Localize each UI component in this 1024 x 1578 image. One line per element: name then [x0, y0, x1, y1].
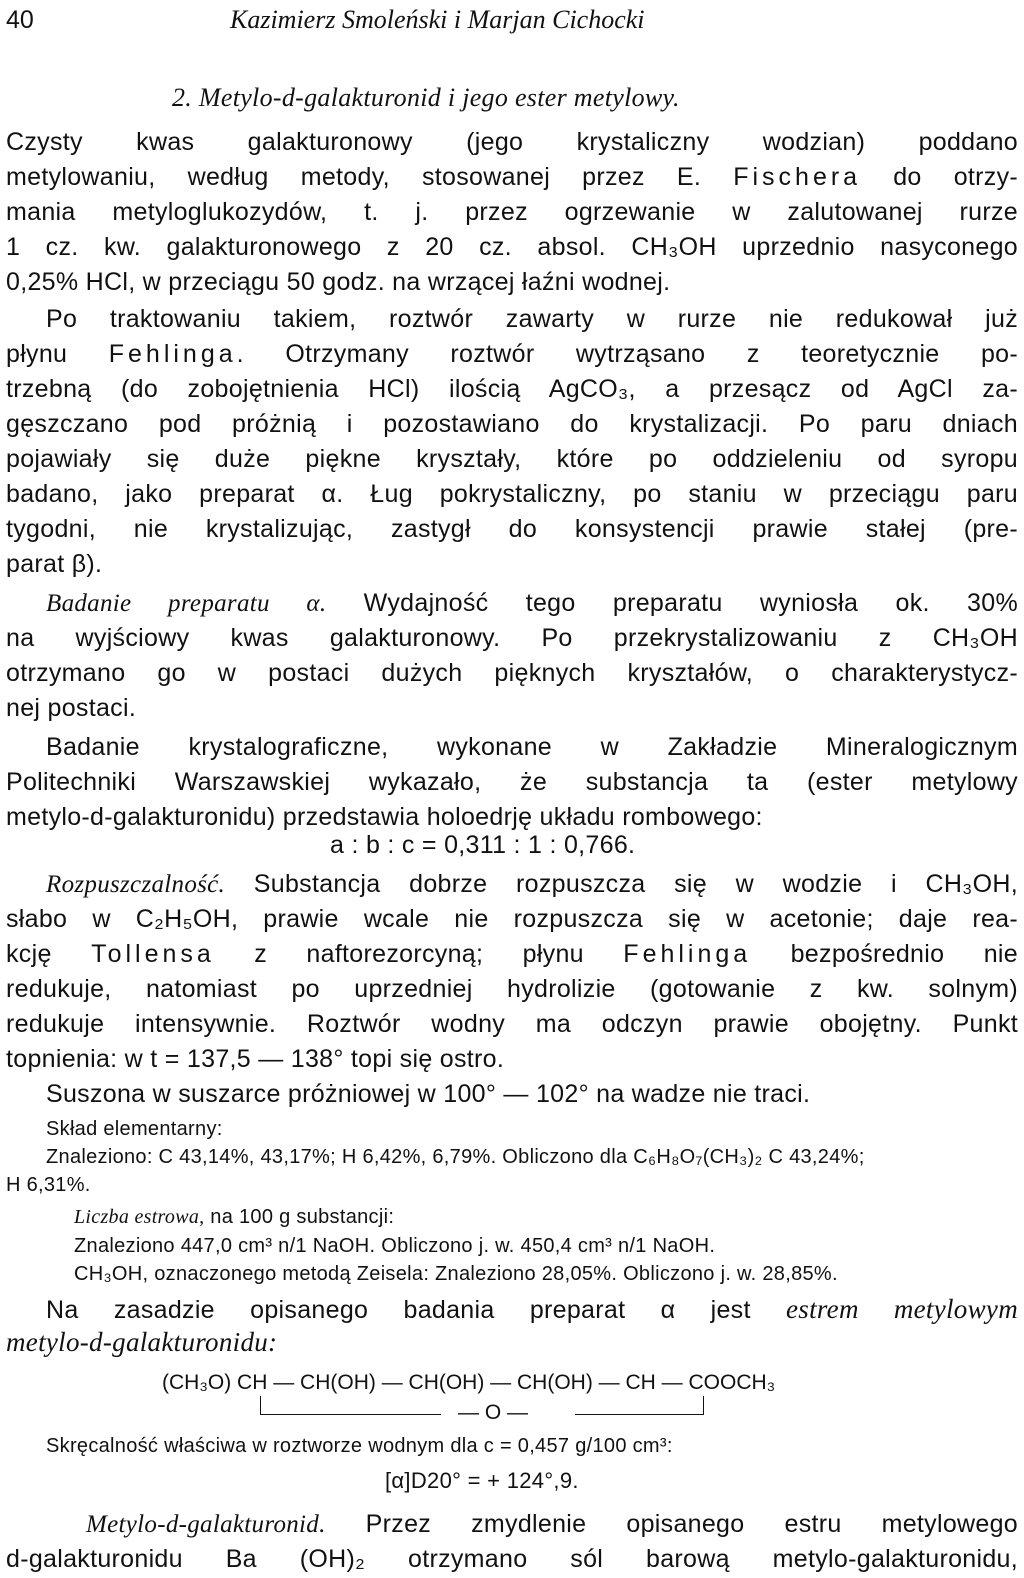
small-line-4: Liczba estrowa, na 100 g substancji: [74, 1206, 395, 1228]
p1-line-1: Czysty kwas galakturonowy (jego krystaliczny wodzian) poddano [6, 128, 1018, 156]
formula-bracket-left [260, 1396, 441, 1415]
p2-line-7: tygodni, nie krystalizując, zastygł do konsystencji prawie stałej (pre- [6, 515, 1018, 543]
p3-line-2: na wyjściowy kwas galakturonowy. Po przekrystalizowaniu z CH₃OH [6, 624, 1018, 652]
p4-line-1: Badanie krystalograficzne, wykonane w Zakładzie Mineralogicznym [46, 733, 1018, 761]
small-line-6: CH₃OH, oznaczonego metodą Zeisela: Znaleziono 28,05%. Obliczono j. w. 28,85%. [74, 1263, 838, 1285]
small-line-3: H 6,31%. [6, 1174, 91, 1196]
p1-line-2: metylowaniu, według metody, stosowanej przez E. Fischera do otrzy- [6, 163, 1018, 191]
p2-line-3: trzebną (do zobojętnienia HCl) ilością AgCO₃, a przesącz od AgCl za- [6, 375, 1018, 403]
p5-line-1: Rozpuszczalność. Substancja dobrze rozpuszcza się w wodzie i CH₃OH, [46, 870, 1018, 898]
p7-line-2: metylo-d-galakturonidu: [6, 1327, 278, 1357]
p3-line-4: nej postaci. [6, 694, 137, 722]
p5-line-5: redukuje intensywnie. Roztwór wodny ma odczyn prawie obojętny. Punkt [6, 1010, 1018, 1038]
p5-line-6: topnienia: w t = 137,5 — 138° topi się ostro. [6, 1045, 505, 1073]
p1-line-3: mania metyloglukozydów, t. j. przez ogrzewanie w zalutowanej rurze [6, 198, 1018, 226]
small-line-2: Znaleziono: C 43,14%, 43,17%; H 6,42%, 6,79%. Obliczono dla C₆H₈O₇(CH₃)₂ C 43,24%; [46, 1146, 865, 1168]
p5-line-2: słabo w C₂H₅OH, prawie wcale nie rozpuszcza się w acetonie; daje rea- [6, 905, 1018, 933]
section-title: 2. Metylo-d-galakturonid i jego ester metylowy. [172, 83, 680, 112]
p3-line-1: Badanie preparatu α. Wydajność tego preparatu wyniosła ok. 30% [46, 589, 1018, 617]
p5-line-4: redukuje, natomiast po uprzedniej hydrolizie (gotowanie z kw. solnym) [6, 975, 1018, 1003]
formula-bridge: — O — [458, 1401, 529, 1424]
rotation-label: Skręcalność właściwa w roztworze wodnym dla c = 0,457 g/100 cm³: [46, 1435, 673, 1457]
p2-line-6: badano, jako preparat α. Ług pokrystaliczny, po staniu w przeciągu paru [6, 480, 1018, 508]
p8-line-2: d-galakturonidu Ba (OH)₂ otrzymano sól barową metylo-galakturonidu, [6, 1545, 1018, 1573]
small-line-1: Skład elementarny: [46, 1118, 223, 1140]
formula-bracket-right [575, 1396, 704, 1415]
p5-line-3: kcję Tollensa z naftorezorcyną; płynu Fehlinga bezpośrednio nie [6, 940, 1018, 968]
p8-line-1: Metylo-d-galakturonid. Przez zmydlenie opisanego estru metylowego [86, 1510, 1018, 1538]
p2-line-4: gęszczano pod próżnią i pozostawiano do krystalizacji. Po paru dniach [6, 410, 1018, 438]
page-number: 40 [6, 6, 34, 34]
p2-line-2: płynu Fehlinga. Otrzymany roztwór wytrząsano z teoretycznie po- [6, 340, 1018, 368]
p7-line-1: Na zasadzie opisanego badania preparat α jest estrem metylowym [46, 1294, 1018, 1324]
p6-line: Suszona w suszarce próżniowej w 100° — 102° na wadze nie traci. [46, 1080, 811, 1108]
p4-line-3: metylo-d-galakturonidu) przedstawia holoedrję układu rombowego: [6, 803, 763, 831]
p4-line-2: Politechniki Warszawskiej wykazało, że substancja ta (ester metylowy [6, 768, 1018, 796]
p2-line-1: Po traktowaniu takiem, roztwór zawarty w rurze nie redukował już [46, 305, 1018, 333]
p1-line-5: 0,25% HCl, w przeciągu 50 godz. na wrzącej łaźni wodnej. [6, 268, 671, 296]
rotation-value: [α]D20° = + 124°,9. [385, 1468, 579, 1493]
p2-line-8: parat β). [6, 550, 103, 578]
running-title: Kazimierz Smoleński i Marjan Cichocki [230, 5, 645, 34]
p1-line-4: 1 cz. kw. galakturonowego z 20 cz. absol. CH₃OH uprzednio nasyconego [6, 233, 1018, 261]
small-line-5: Znaleziono 447,0 cm³ n/1 NaOH. Obliczono j. w. 450,4 cm³ n/1 NaOH. [74, 1235, 716, 1257]
formula-main: (CH₃O) CH — CH(OH) — CH(OH) — CH(OH) — CH — COOCH₃ [162, 1371, 776, 1394]
p3-line-3: otrzymano go w postaci dużych pięknych kryształów, o charakterystycz- [6, 659, 1018, 687]
p2-line-5: pojawiały się duże piękne kryształy, które po oddzieleniu od syropu [6, 445, 1018, 473]
crystal-ratio: a : b : c = 0,311 : 1 : 0,766. [330, 831, 636, 859]
